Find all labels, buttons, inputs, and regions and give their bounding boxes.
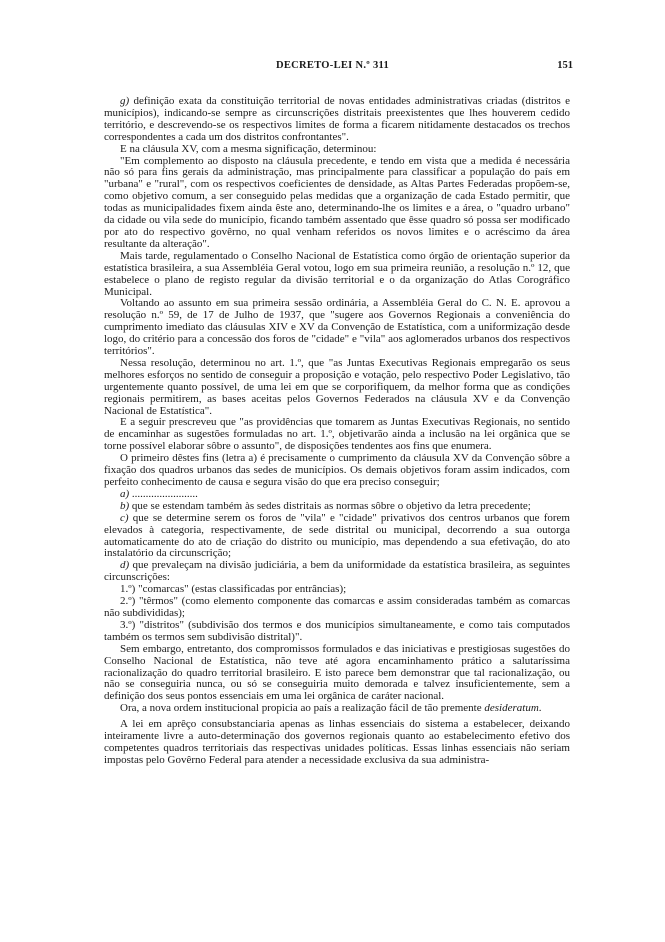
paragraph: Sem embargo, entretanto, dos compromissos formulados e das iniciativas e prestigiosas sugestões do Conselho Nacional de Estatística, não teve até agora encaminhamento prático a salutaríssima racionalização do quadro territorial brasileiro. E isto parece bem demonstrar que tal racionalização, ou não se conseguiria nunca, ou só se conseguiria muito demorada e talvez insuficientemente, sem a definição dos seus pontos essenciais em uma lei orgânica de caráter nacional. xyxy=(104,642,570,703)
paragraph: E na cláusula XV, com a mesma significação, determinou: xyxy=(120,142,377,155)
list-item: 1.º) "comarcas" (estas classificadas por entrâncias); xyxy=(120,583,347,596)
list-item: 3.º) "distritos" (subdivisão dos termos e dos municípios simultaneamente, e como tais computados também os termos sem subdivisão distrital)". xyxy=(104,618,570,643)
paragraph: Voltando ao assunto em sua primeira sessão ordinária, a Assembléia Geral do C. N. E. aprovou a resolução n.º 59, de 17 de Julho de 1937, que "sugere aos Governos Regionais a conveniência do cumprimento imediato das cláusulas XIV e XV da Convenção de Estatística, com a uniformização desde logo, do critério para a concessão dos foros de "cidade" e "vila" aos aglomerados urbanos dos respectivos territórios". xyxy=(104,297,570,358)
paragraph: E a seguir prescreveu que "as providências que tomarem as Juntas Executivas Regionais, no sentido de encaminhar as sugestões formuladas no art. 1.º, objetivarão ainda a inclusão na lei orgânica que se torne possível elaborar sôbre o assunto", de disposições tendentes aos fins que enumera. xyxy=(104,416,570,453)
item-letter: a) xyxy=(120,487,130,500)
header-title: DECRETO-LEI N.º 311 xyxy=(275,60,390,71)
paragraph: Mais tarde, regulamentado o Conselho Nacional de Estatística como órgão de orientação superior da estatística brasileira, a sua Assembléia Geral votou, logo em sua primeira reunião, a resolução n.º 12, que estabelece o plano de registo regular da divisão territorial e o da organização do Atlas Corográfico Municipal. xyxy=(104,249,570,298)
item-text: que prevaleçam na divisão judiciária, a bem da uniformidade da estatística brasileira, as seguintes circunscrições: xyxy=(104,559,570,584)
item-letter: g) xyxy=(120,95,130,107)
latin-term: desideratum xyxy=(484,702,539,715)
paragraph: Nessa resolução, determinou no art. 1.º, que "as Juntas Executivas Regionais empregarão os seus melhores esforços no sentido de conseguir a proposição e votação, pelo respectivo Poder Legislativo, tão urgentemente quanto possível, de uma lei em que se corporifiquem, da melhor forma que as condições regionais permitirem, as bases aceitas pelos Governos Federados na cláusula XV e da Convenção Nacional de Estatística". xyxy=(104,356,570,417)
paragraph: O primeiro dêstes fins (letra a) é precisamente o cumprimento da cláusula XV da Convenção sôbre a fixação dos quadros urbanos das sedes de municípios. Os demais objetivos foram assim indicados, com perfeito conhecimento de causa e segura visão do que era preciso conseguir; xyxy=(104,452,570,488)
item-letter: c) xyxy=(120,511,129,524)
paragraph-text: definição exata da constituição territorial de novas entidades administrativas criadas (distritos e municípios), indicando-se sempre as circunscrições distritais preexistentes que lhes houverem cedido território, e descrevendo-se os respectivos limites de forma a ficarem nitidamente destacados os trechos correspondentes a cada um dos distritos confrontantes". xyxy=(104,95,570,143)
paragraph: A lei em aprêço consubstanciaria apenas as linhas essenciais do sistema a estabelecer, deixando inteiramente livre a auto-determinação dos governos regionais quanto ao estabelecimento efetivo dos competentes quadros territoriais das respectivas unidades políticas. Essas linhas essenciais não seriam impostas pelo Govêrno Federal para atender a necessidade exclusiva da sua administra- xyxy=(104,718,570,766)
page-number: 151 xyxy=(557,60,573,71)
paragraph xyxy=(104,703,570,715)
item-letter: d) xyxy=(120,559,130,572)
item-text: ........................ xyxy=(129,487,198,500)
body-text xyxy=(104,96,570,767)
list-item xyxy=(104,560,570,584)
item-text: que se determine serem os foros de "vila" e "cidade" privativos dos centros urbanos que forem elevados à categoria, respectivamente, de sede distrital ou municipal, decorrendo a sua outorga automaticamente do ato de criação do distrito ou município, mas dependendo a sua efetivação, do ato instalatório da circunscrição; xyxy=(104,511,570,560)
list-item: 2.º) "têrmos" (como elemento componente das comarcas e assim consideradas também as comarcas não subdivididas); xyxy=(104,595,570,619)
item-text: que se estendam também às sedes distritais as normas sôbre o objetivo da letra precedente; xyxy=(129,499,531,512)
paragraph xyxy=(104,96,570,144)
running-header xyxy=(0,60,665,76)
list-item xyxy=(104,513,570,561)
paragraph-text: Ora, a nova ordem institucional propicia ao país a realização fácil de tão premente xyxy=(120,702,485,715)
paragraph: "Em complemento ao disposto na cláusula precedente, e tendo em vista que a medida é necessária não só para fins gerais da administração, mas principalmente para classificar a população do país em "urbana" e "rural", com os respectivos coeficientes de densidade, as Altas Partes Federadas propõem-se, como objetivo comum, a ser conseguido pelas medidas que a organização de cada Estado permitir, que todas as municipalidades fixem ainda êste ano, determinando-lhe os limites e a área, o "quadro urbano" da cidade ou vila sede do município, ficando também assentado que êsse quadro só possa ser modificado por ato do respectivo govêrno, no qual venham referidos os novos limites e o acréscimo da área resultante da alteração". xyxy=(104,154,570,250)
item-letter: b) xyxy=(120,499,130,512)
paragraph-end: . xyxy=(538,702,542,715)
